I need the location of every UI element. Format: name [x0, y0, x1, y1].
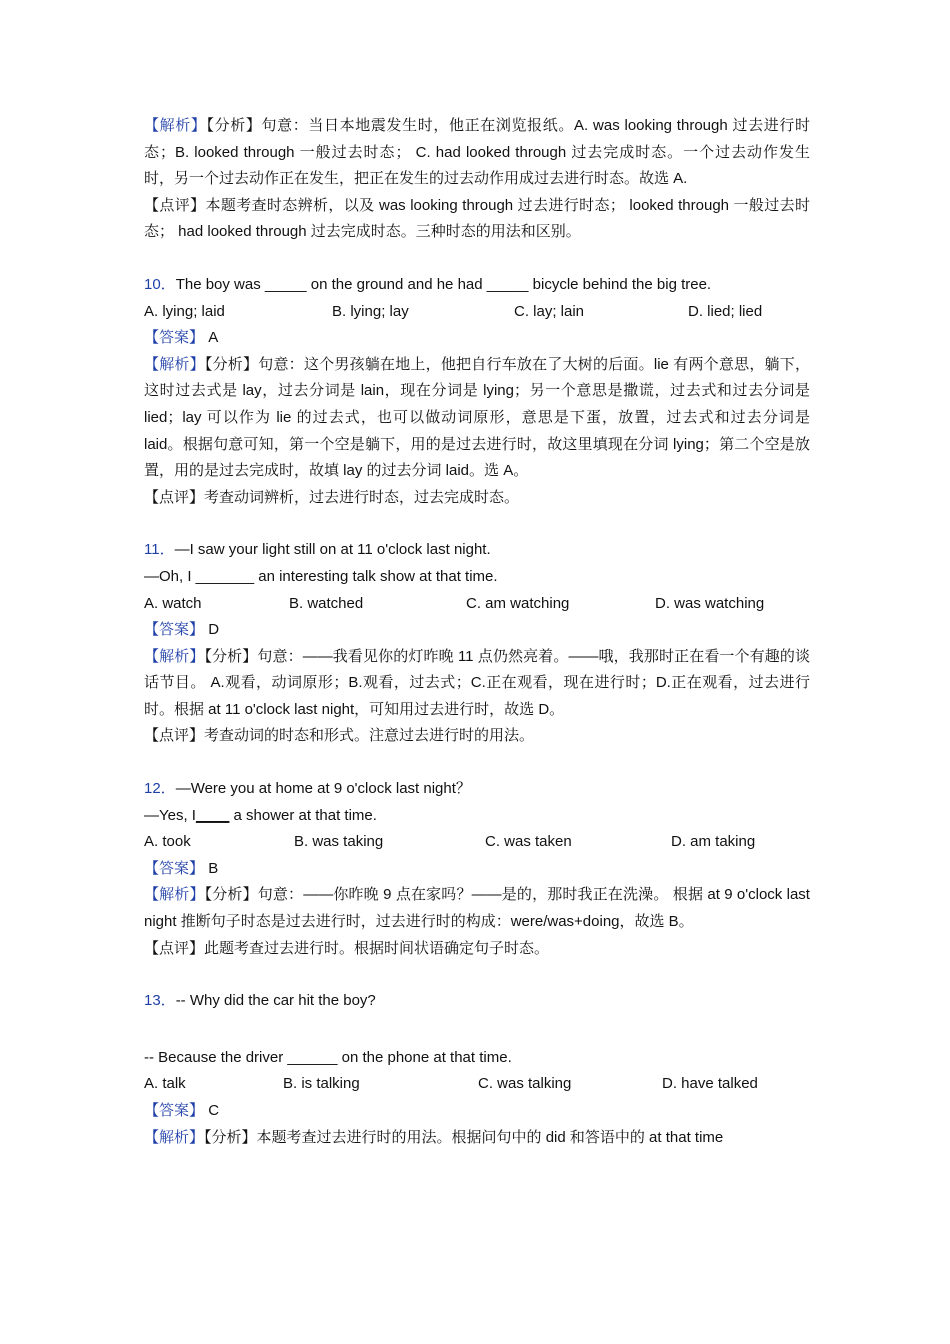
q11-line2: —Oh, I _______ an interesting talk show at that time.	[144, 567, 498, 585]
q11-answer-value: D	[208, 621, 220, 639]
q13-answer-value: C	[208, 1102, 220, 1119]
q10-comment	[144, 485, 810, 512]
prev-comment	[144, 193, 810, 246]
fenxi-label: 【分析】	[204, 886, 258, 904]
answer-label: 【答案】	[144, 859, 205, 877]
answer-label: 【答案】	[144, 621, 205, 639]
q13-answer	[144, 1098, 810, 1125]
analysis-label: 【解析】	[144, 355, 205, 373]
q11-line1	[144, 537, 810, 564]
q11-line1-text: —I saw your light still on at 11 o'clock last night.	[174, 541, 491, 559]
q12-answer-value: B	[208, 859, 219, 877]
q11-option-d: D. was watching	[655, 594, 765, 612]
q10-option-c: C. lay; lain	[514, 302, 585, 320]
document-page	[144, 113, 810, 1151]
q13-options	[144, 1071, 810, 1098]
analysis-label: 【解析】	[144, 886, 205, 904]
q12-line1	[144, 776, 810, 803]
q11-comment-text: 考查动词的时态和形式。注意过去进行时的用法。	[204, 727, 535, 745]
q10-number: 10．	[144, 275, 176, 293]
prev-comment-text: 本题考查时态辨析，以及 was looking through 过去进行时态； looked through 一般过去时态； had looked through 过去完成时态。三种时态的用法和区别。	[144, 196, 810, 241]
q11-options	[144, 591, 810, 618]
q11-option-b: B. watched	[289, 594, 364, 612]
q12-options	[144, 829, 810, 856]
q12-blank: ____	[195, 806, 230, 824]
prev-analysis-text: 句意：当日本地震发生时，他正在浏览报纸。A. was looking through 过去进行时态；B. looked through 一般过去时态； C. had looked through 过去完成时态。一个过去动作发生时，另一个过去动作正在发生，把正在发生的过去动作用成过去进行时态。故选 A.	[144, 117, 810, 188]
q10-option-d: D. lied; lied	[688, 302, 763, 320]
q12-comment-text: 此题考查过去进行时。根据时间状语确定句子时态。	[204, 939, 550, 957]
analysis-label: 【解析】	[144, 117, 207, 134]
q13-line1	[144, 988, 810, 1015]
q12-option-c: C. was taken	[485, 833, 572, 851]
q10-option-b: B. lying; lay	[332, 302, 409, 320]
q11-answer	[144, 617, 810, 644]
q12-comment	[144, 936, 810, 963]
q12-line2	[144, 803, 810, 830]
q13-analysis-text: 本题考查过去进行时的用法。根据问句中的 did 和答语中的 at that time	[256, 1128, 724, 1146]
comment-label: 【点评】	[144, 488, 205, 506]
fenxi-label: 【分析】	[204, 355, 259, 373]
analysis-label: 【解析】	[144, 647, 205, 665]
q13-option-d: D. have talked	[662, 1075, 758, 1093]
comment-label: 【点评】	[144, 939, 205, 957]
q11-number: 11．	[144, 541, 175, 559]
q12-analysis	[144, 882, 810, 935]
q12-option-a: A. took	[144, 833, 191, 851]
q13-line2: -- Because the driver ______ on the phone at that time.	[144, 1048, 512, 1066]
fenxi-label: 【分析】	[204, 1128, 257, 1146]
q11-comment	[144, 723, 810, 750]
q11-analysis-text: 句意：——我看见你的灯昨晚 11 点仍然亮着。——哦，我那时正在看一个有趣的谈话节目。 A.观看，动词原形；B.观看，过去式；C.正在观看，现在进行时；D.正在观看，过去进行时。根据 at 11 o'clock last night，可知用过去进行时，故选 D。	[144, 647, 810, 718]
q12-analysis-text: 句意：——你昨晚 9 点在家吗？——是的，那时我正在洗澡。 根据 at 9 o'clock last night 推断句子时态是过去进行时，过去进行时的构成：were/was+doing，故选 B。	[144, 886, 810, 931]
q13-option-a: A. talk	[144, 1075, 186, 1093]
q13-option-c: C. was talking	[478, 1075, 572, 1093]
q10-analysis	[144, 352, 810, 485]
q11-option-a: A. watch	[144, 594, 202, 612]
q10-stem	[144, 272, 810, 299]
q10-comment-text: 考查动词辨析，过去进行时态，过去完成时态。	[204, 488, 520, 506]
q12-number: 12．	[144, 780, 176, 798]
q13-number: 13．	[144, 992, 176, 1010]
q12-line2-start: —Yes, I	[144, 806, 196, 824]
q10-stem-text: The boy was _____ on the ground and he had _____ bicycle behind the big tree.	[175, 275, 712, 293]
answer-label: 【答案】	[144, 329, 205, 347]
q10-analysis-text: 句意：这个男孩躺在地上，他把自行车放在了大树的后面。lie 有两个意思，躺下，这时过去式是 lay，过去分词是 lain，现在分词是 lying；另一个意思是撒谎，过去式和过去分词是 lied；lay 可以作为 lie 的过去式，也可以做动词原形，意思是下蛋，放置，过去式和过去分词是 laid。根据句意可知，第一个空是躺下，用的是过去进行时，故这里填现在分词 lying；第二个空是放置，用的是过去完成时，故填 lay 的过去分词 laid。选 A。	[144, 355, 810, 480]
q10-option-a: A. lying; laid	[144, 302, 225, 320]
prev-analysis	[144, 113, 810, 193]
q12-line2-end: a shower at that time.	[229, 806, 377, 824]
comment-label: 【点评】	[144, 196, 206, 214]
q12-line1-text: —Were you at home at 9 o'clock last night？	[175, 780, 471, 798]
fenxi-label: 【分析】	[204, 647, 258, 665]
q12-option-b: B. was taking	[294, 833, 384, 851]
q11-analysis	[144, 644, 810, 724]
q13-analysis	[144, 1125, 810, 1152]
q11-option-c: C. am watching	[466, 594, 570, 612]
answer-label: 【答案】	[144, 1102, 205, 1119]
q13-option-b: B. is talking	[283, 1075, 360, 1093]
q10-answer	[144, 325, 810, 352]
q13-line1-text: -- Why did the car hit the boy?	[175, 992, 376, 1010]
analysis-label: 【解析】	[144, 1128, 205, 1146]
q10-answer-value: A	[208, 329, 219, 347]
comment-label: 【点评】	[144, 727, 205, 745]
q12-answer	[144, 856, 810, 883]
q12-option-d: D. am taking	[671, 833, 756, 851]
fenxi-label: 【分析】	[206, 117, 262, 134]
q10-options	[144, 299, 810, 326]
